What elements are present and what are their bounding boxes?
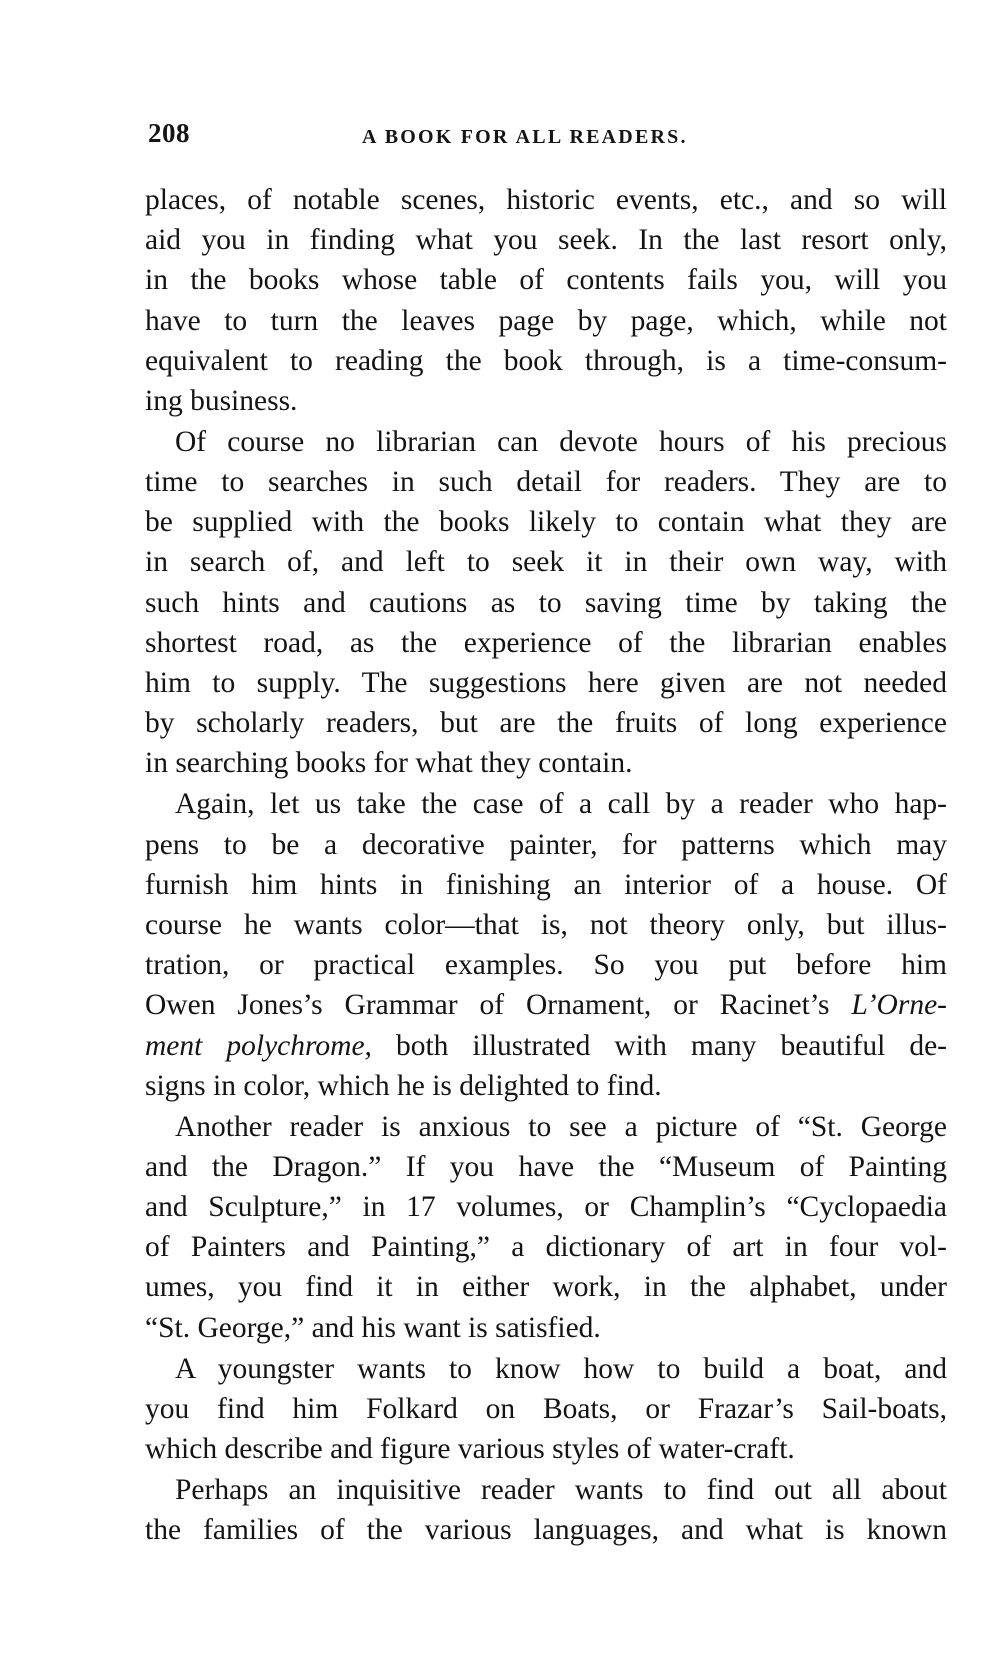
paragraph-3 (145, 784, 947, 1106)
text-line: signs in color, which he is delighted to find. (145, 1069, 662, 1102)
italic-title: ment polychrome, (145, 1029, 372, 1062)
text-line: him to supply. The suggestions here given are not needed (145, 667, 947, 700)
text-line: umes, you find it in either work, in the alphabet, under (145, 1271, 947, 1304)
text-line: course he wants color—that is, not theory only, but illus- (145, 908, 947, 941)
text-line: “St. George,” and his want is satisfied. (145, 1311, 601, 1344)
text-line: have to turn the leaves page by page, which, while not (145, 304, 947, 337)
text-line: the families of the various languages, and what is known (145, 1514, 947, 1547)
text-line (145, 985, 947, 1025)
text-line: of Painters and Painting,” a dictionary of art in four vol- (145, 1231, 947, 1264)
text-line: such hints and cautions as to saving time by taking the (145, 586, 947, 619)
page-number: 208 (148, 118, 190, 148)
text-line: in searching books for what they contain. (145, 747, 633, 780)
body-text (145, 180, 947, 1550)
paragraph-2 (145, 422, 947, 784)
text-line: places, of notable scenes, historic events, etc., and so will (145, 184, 947, 216)
text-line: Another reader is anxious to see a picture of “St. George (175, 1110, 947, 1143)
text-line: which describe and figure various styles of water-craft. (145, 1433, 795, 1465)
text-line: tration, or practical examples. So you put before him (145, 949, 947, 982)
text-line: A youngster wants to know how to build a boat, and (175, 1352, 947, 1385)
text-line: and Sculpture,” in 17 volumes, or Champlin’s “Cyclopaedia (145, 1191, 947, 1224)
page-header (148, 112, 948, 152)
text-line: aid you in finding what you seek. In the last resort only, (145, 224, 947, 257)
text-line: and the Dragon.” If you have the “Museum of Painting (145, 1150, 947, 1183)
text-line (145, 1026, 947, 1066)
text-line: Perhaps an inquisitive reader wants to find out all about (175, 1473, 947, 1506)
text-line: Again, let us take the case of a call by a reader who hap- (175, 788, 947, 821)
text-run: both illustrated with many beautiful de- (371, 1029, 948, 1062)
running-head: A BOOK FOR ALL READERS. (362, 126, 688, 148)
text-line: equivalent to reading the book through, is a time-consum- (145, 344, 947, 377)
text-run: Owen Jones’s Grammar of Ornament, or Racinet’s (145, 989, 852, 1022)
paragraph-1 (145, 180, 947, 421)
paragraph-6 (145, 1470, 947, 1550)
italic-title: L’Orne- (851, 989, 947, 1022)
text-line: furnish him hints in finishing an interior of a house. Of (145, 868, 947, 901)
text-line: you find him Folkard on Boats, or Frazar’s Sail-boats, (145, 1392, 947, 1425)
text-line: in search of, and left to seek it in their own way, with (145, 546, 947, 579)
text-line: shortest road, as the experience of the librarian enables (145, 626, 947, 659)
paragraph-4 (145, 1107, 947, 1348)
text-line: Of course no librarian can devote hours of his precious (175, 425, 947, 458)
text-line: by scholarly readers, but are the fruits of long experience (145, 707, 947, 740)
text-line: in the books whose table of contents fails you, will you (145, 264, 947, 297)
text-line: time to searches in such detail for readers. They are to (145, 466, 947, 499)
paragraph-5 (145, 1349, 947, 1470)
text-line: pens to be a decorative painter, for patterns which may (145, 828, 947, 861)
text-line: be supplied with the books likely to contain what they are (145, 506, 947, 539)
text-line: ing business. (145, 384, 298, 417)
